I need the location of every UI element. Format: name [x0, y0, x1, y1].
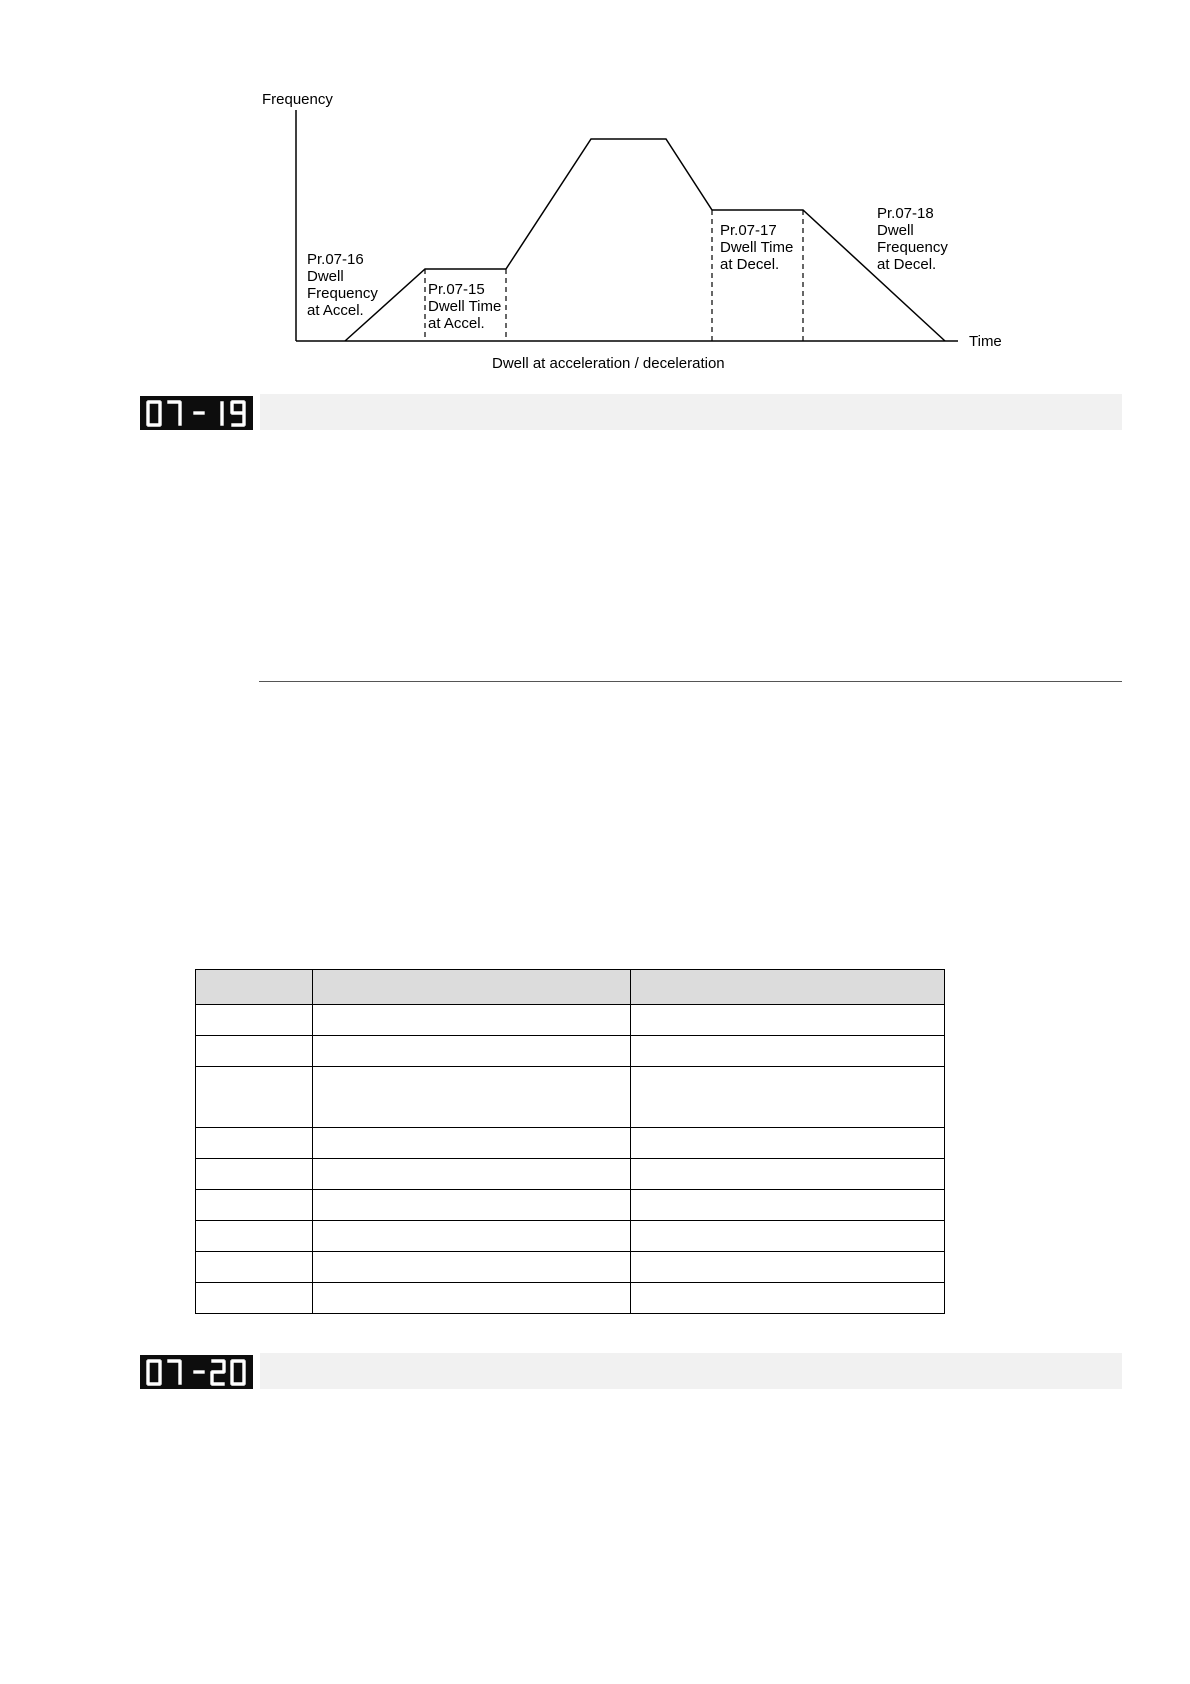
- table-cell: [313, 1159, 631, 1190]
- table-cell: [313, 1252, 631, 1283]
- table-cell: [196, 1221, 313, 1252]
- annotation-dwell-freq-accel: Pr.07-16 Dwell Frequency at Accel.: [307, 251, 378, 319]
- parameter-code-display-07-20: [140, 1355, 253, 1389]
- table-cell: [196, 1190, 313, 1221]
- table-header-cell: [196, 970, 313, 1005]
- section-divider: [259, 681, 1122, 682]
- table-row: [196, 1067, 945, 1128]
- table-cell: [631, 1036, 945, 1067]
- table-row: [196, 1005, 945, 1036]
- table-cell: [631, 1221, 945, 1252]
- table-cell: [313, 1067, 631, 1128]
- table-cell: [196, 1252, 313, 1283]
- x-axis-label: Time: [969, 333, 1002, 350]
- seven-segment-07-20: [140, 1355, 253, 1389]
- annotation-dwell-time-decel: Pr.07-17 Dwell Time at Decel.: [720, 222, 794, 273]
- table-cell: [631, 1067, 945, 1128]
- table-row: [196, 1128, 945, 1159]
- table-cell: [631, 1283, 945, 1314]
- table-row: [196, 1252, 945, 1283]
- table-row: [196, 1036, 945, 1067]
- annotation-dwell-time-accel: Pr.07-15 Dwell Time at Accel.: [428, 281, 502, 332]
- parameter-title-bar-07-19: [260, 394, 1122, 430]
- parameter-code-display-07-19: [140, 396, 253, 430]
- table-cell: [313, 1190, 631, 1221]
- parameter-title-bar-07-20: [260, 1353, 1122, 1389]
- table-row: [196, 1159, 945, 1190]
- table-row: [196, 1283, 945, 1314]
- table-cell: [631, 1128, 945, 1159]
- table-cell: [631, 1252, 945, 1283]
- table-cell: [196, 1283, 313, 1314]
- table-cell: [196, 1128, 313, 1159]
- table-cell: [313, 1005, 631, 1036]
- table-cell: [631, 1159, 945, 1190]
- table-cell: [196, 1005, 313, 1036]
- table-cell: [631, 1190, 945, 1221]
- table-cell: [313, 1036, 631, 1067]
- table-cell: [313, 1221, 631, 1252]
- table-header-cell: [631, 970, 945, 1005]
- settings-table: [195, 969, 945, 1314]
- annotation-dwell-freq-decel: Pr.07-18 Dwell Frequency at Decel.: [877, 205, 948, 273]
- table-row: [196, 1221, 945, 1252]
- table-cell: [631, 1005, 945, 1036]
- table-cell: [313, 1128, 631, 1159]
- diagram-caption: Dwell at acceleration / deceleration: [492, 355, 725, 372]
- seven-segment-07-19: [140, 396, 253, 430]
- table-cell: [196, 1036, 313, 1067]
- table-cell: [313, 1283, 631, 1314]
- table-header-row: [196, 970, 945, 1005]
- table-cell: [196, 1067, 313, 1128]
- table-cell: [196, 1159, 313, 1190]
- dwell-diagram: [0, 0, 1190, 380]
- table-header-cell: [313, 970, 631, 1005]
- y-axis-label: Frequency: [262, 91, 333, 108]
- table-row: [196, 1190, 945, 1221]
